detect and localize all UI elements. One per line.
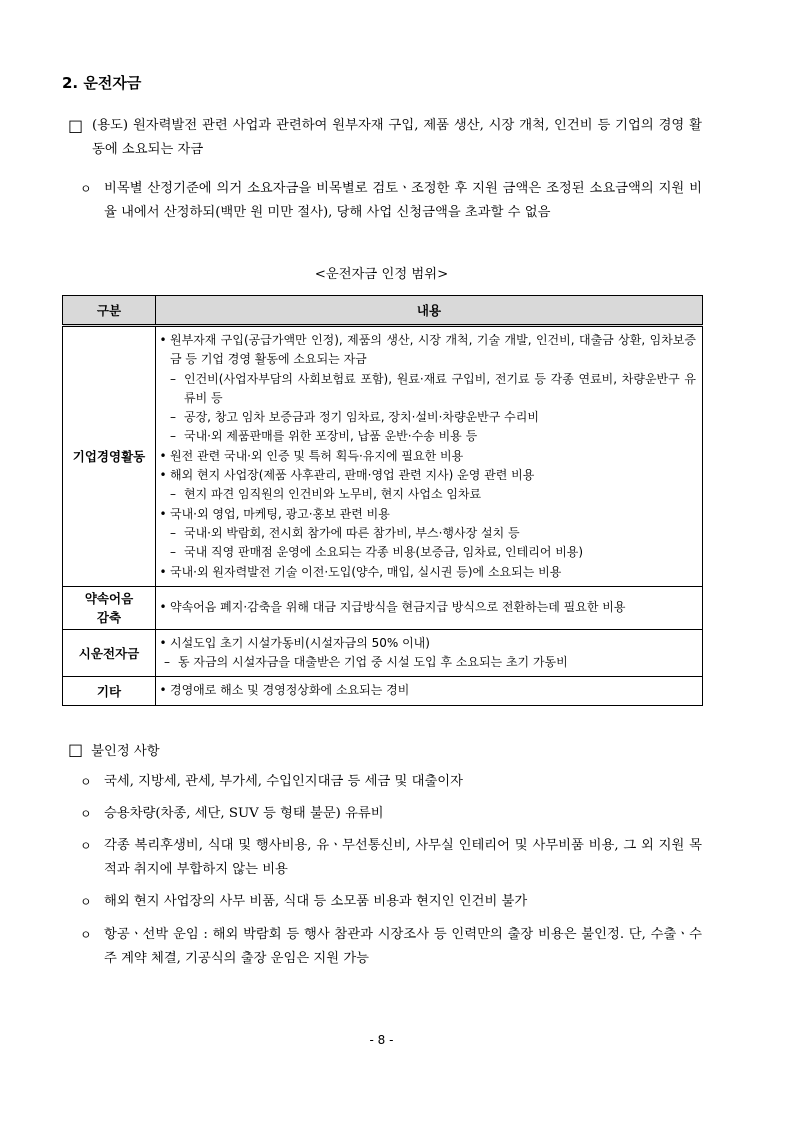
sub-item: – 인건비(사업자부담의 사회보험료 포함), 원료·재료 구입비, 전기료 등 각종 연료비, 차량운반구 유류비 등 [156,370,696,409]
circle-bullet-icon: ㅇ [80,895,92,909]
page-number: - 8 - [369,1033,394,1047]
row-content [156,629,703,677]
bullet-dot-icon: • [159,683,167,698]
table-row [63,326,703,587]
list-item: • 시설도입 초기 시설가동비(시설자금의 50% 이내) [156,634,696,653]
table-row [63,677,703,705]
row-content [156,586,703,629]
calculation-paragraph: 비목별 산정기준에 의거 소요자금을 비목별로 검토ㆍ조정한 후 지원 금액은 조정된 소요금액의 지원 비율 내에서 산정하되(백만 원 미만 절사), 당해 사업 신청금액을 초과할 수 없음 [104,181,702,220]
circle-bullet-icon: ㅇ [80,928,92,942]
bullet-dot-icon: • [159,506,167,521]
exclusions-heading: □ 불인정 사항 [68,740,160,759]
bullet-dot-icon: • [159,448,167,463]
circle-bullet-icon: ㅇ [80,807,92,821]
sub-item: – 동 자금의 시설자금을 대출받은 기업 중 시설 도입 후 소요되는 초기 가동비 [156,653,696,672]
exclusion-item: 항공ㆍ선박 운임 : 해외 박람회 등 행사 참관과 시장조사 등 인력만의 출장 비용은 불인정. 단, 수출ㆍ수주 계약 체결, 기공식의 출장 운임은 지원 가능 [104,927,702,966]
dash-icon: – [170,487,176,502]
header-content: 내용 [156,296,703,326]
sub-item: – 공장, 창고 임차 보증금과 정기 임차료, 장치·설비·차량운반구 수리비 [156,408,696,427]
row-category: 약속어음 감축 [63,586,156,629]
bullet-dot-icon: • [159,564,167,579]
list-item: • 원부자재 구입(공급가액만 인정), 제품의 생산, 시장 개척, 기술 개발, 인건비, 대출금 상환, 임차보증금 등 기업 경영 활동에 소요되는 자금 [156,331,696,370]
exclusion-item: 각종 복리후생비, 식대 및 행사비용, 유ㆍ무선통신비, 사무실 인테리어 및 사무비품 비용, 그 외 지원 목적과 취지에 부합하지 않는 비용 [104,838,702,877]
circle-bullet-icon: ㅇ [80,182,92,196]
circle-bullet-icon: ㅇ [80,775,92,789]
exclusion-item: 국세, 지방세, 관세, 부가세, 수입인지대금 등 세금 및 대출이자 [104,774,463,789]
dash-icon: – [164,655,170,670]
dash-icon: – [170,545,176,560]
working-capital-scope-table [62,295,703,706]
row-category: 기업경영활동 [63,326,156,587]
dash-icon: – [170,410,176,425]
checkbox-square-icon: □ [68,116,84,135]
bullet-dot-icon: • [159,635,167,650]
sub-item: – 국내 직영 판매점 운영에 소요되는 각종 비용(보증금, 임차료, 인테리어 비용) [156,543,696,562]
list-item: • 국내·외 원자력발전 기술 이전·도입(양수, 매입, 실시권 등)에 소요되는 비용 [156,563,696,582]
list-item: • 경영애로 해소 및 경영정상화에 소요되는 경비 [156,681,696,700]
sub-item: – 국내·외 박람회, 전시회 참가에 따른 참가비, 부스·행사장 설치 등 [156,524,696,543]
checkbox-square-icon: □ [68,740,84,759]
table-header-row [63,296,703,326]
purpose-paragraph: (용도) 원자력발전 관련 사업과 관련하여 원부자재 구입, 제품 생산, 시장 개척, 인건비 등 기업의 경영 활동에 소요되는 자금 [92,118,702,157]
table-row [63,586,703,629]
exclusion-item: 해외 현지 사업장의 사무 비품, 식대 등 소모품 비용과 현지인 인건비 불가 [104,894,528,909]
list-item: • 원전 관련 국내·외 인증 및 특허 획득·유지에 필요한 비용 [156,447,696,466]
sub-item: – 국내·외 제품판매를 위한 포장비, 납품 운반·수송 비용 등 [156,427,696,446]
list-item: • 해외 현지 사업장(제품 사후관리, 판매·영업 관련 지사) 운영 관련 비용 [156,466,696,485]
table-caption: <운전자금 인정 범위> [314,267,449,282]
section-title: 2. 운전자금 [62,74,142,92]
exclusion-item: 승용차량(차종, 세단, SUV 등 형태 불문) 유류비 [104,806,384,821]
bullet-dot-icon: • [159,600,167,615]
row-content [156,677,703,705]
dash-icon: – [170,525,176,540]
list-item: • 국내·외 영업, 마케팅, 광고·홍보 관련 비용 [156,505,696,524]
header-category: 구분 [63,296,156,326]
dash-icon: – [170,429,176,444]
row-content [156,326,703,587]
table-row [63,629,703,677]
bullet-dot-icon: • [159,468,167,483]
dash-icon: – [170,371,176,386]
row-category: 기타 [63,677,156,705]
row-category: 시운전자금 [63,629,156,677]
list-item: • 약속어음 폐지·감축을 위해 대금 지급방식을 현금지급 방식으로 전환하는데 필요한 비용 [156,598,696,617]
bullet-dot-icon: • [159,333,167,347]
sub-item: – 현지 파견 임직원의 인건비와 노무비, 현지 사업소 임차료 [156,485,696,504]
circle-bullet-icon: ㅇ [80,839,92,853]
